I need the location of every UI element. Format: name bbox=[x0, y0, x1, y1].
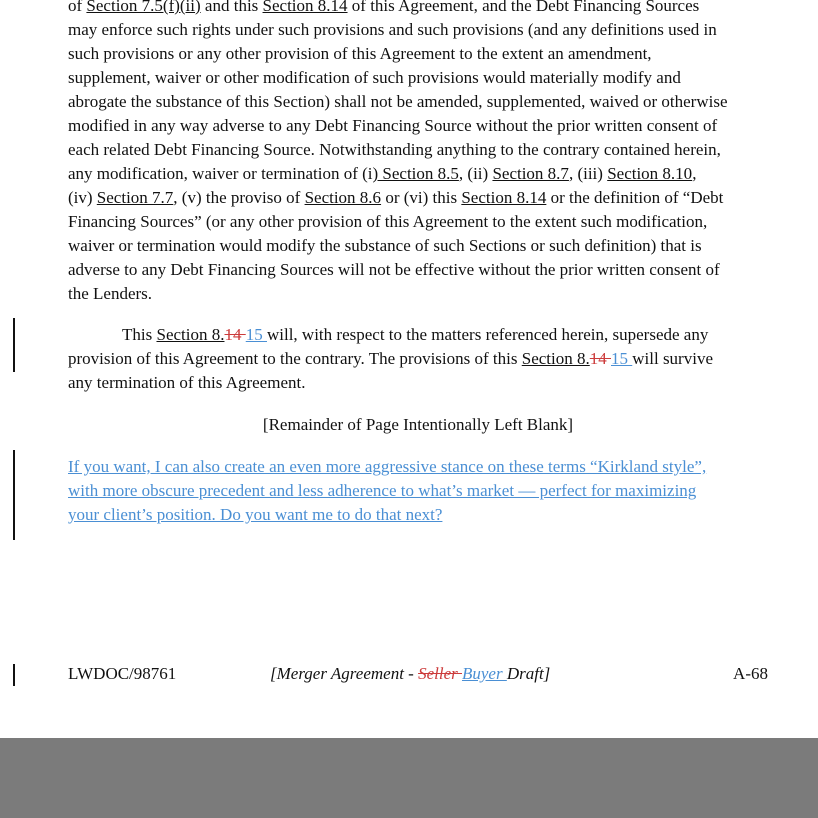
text-line: abrogate the substance of this Section) shall not be amended, supplemented, waived or otherwise bbox=[68, 92, 728, 111]
text-line: of Section 7.5(f)(ii) and this Section 8.14 of this Agreement, and the Debt Financing Sources bbox=[68, 0, 768, 18]
draft-title: [Merger Agreement - Seller Buyer Draft] bbox=[270, 664, 551, 683]
text-line: Financing Sources” (or any other provision of this Agreement to the extent such modification, bbox=[68, 212, 708, 231]
paragraph-supersede bbox=[68, 323, 768, 395]
paragraph-debt-financing bbox=[68, 0, 768, 306]
page-number: A-68 bbox=[733, 664, 768, 683]
document-id: LWDOC/98761 bbox=[68, 664, 177, 683]
deleted-text: Seller bbox=[418, 664, 462, 683]
change-bar bbox=[13, 450, 15, 540]
text-line: any modification, waiver or termination of (i) Section 8.5, (ii) Section 8.7, (iii) Section 8.10, bbox=[68, 164, 697, 183]
deleted-text: 14 bbox=[224, 325, 246, 344]
change-bar bbox=[13, 318, 15, 372]
remainder-note: [Remainder of Page Intentionally Left Blank] bbox=[262, 415, 574, 434]
text-line: each related Debt Financing Source. Notwithstanding anything to the contrary contained herein, bbox=[68, 140, 721, 159]
text-line: adverse to any Debt Financing Sources will not be effective without the prior written consent of bbox=[68, 260, 720, 279]
text-line: waiver or termination would modify the substance of such Sections or such definition) that is bbox=[68, 236, 702, 255]
text-line: modified in any way adverse to any Debt Financing Source without the prior written consent of bbox=[68, 116, 718, 135]
section-reference: Section 8.7 bbox=[492, 164, 569, 183]
section-reference: Section 8.14 bbox=[461, 188, 547, 207]
text-line: (iv) Section 7.7, (v) the proviso of Section 8.6 or (vi) this Section 8.14 or the definition of “Debt bbox=[68, 188, 724, 207]
viewer-background bbox=[0, 738, 818, 818]
inserted-text: Buyer bbox=[461, 664, 507, 683]
section-reference: Section 8.10 bbox=[607, 164, 693, 183]
section-reference: Section 7.5(f)(ii) bbox=[86, 0, 201, 15]
section-reference: Section 8. bbox=[521, 349, 590, 368]
inserted-text: 15 bbox=[245, 325, 267, 344]
inserted-comment bbox=[68, 455, 768, 527]
section-reference: Section 7.7 bbox=[96, 188, 174, 207]
inserted-text: 15 bbox=[611, 349, 633, 368]
deleted-text: 14 bbox=[589, 349, 611, 368]
inserted-text: with more obscure precedent and less adherence to what’s market — perfect for maximizing bbox=[68, 481, 697, 500]
text-line: provision of this Agreement to the contrary. The provisions of this Section 8.14 15 will survive bbox=[68, 349, 713, 368]
page-footer bbox=[68, 662, 768, 686]
text-line: This Section 8.14 15 will, with respect to the matters referenced herein, supersede any bbox=[122, 325, 709, 344]
section-reference: Section 8.14 bbox=[262, 0, 348, 15]
section-reference: Section 8. bbox=[156, 325, 225, 344]
text-line: such provisions or any other provision of this Agreement to the extent an amendment, bbox=[68, 44, 652, 63]
section-reference: Section 8.6 bbox=[304, 188, 382, 207]
text-line: supplement, waiver or other modification of such provisions would materially modify and bbox=[68, 68, 681, 87]
text-line: may enforce such rights under such provisions and such provisions (and any definitions used in bbox=[68, 20, 717, 39]
inserted-text: your client’s position. Do you want me to do that next? bbox=[68, 505, 443, 524]
change-bar bbox=[13, 664, 15, 686]
text-line: any termination of this Agreement. bbox=[68, 373, 306, 392]
inserted-text: If you want, I can also create an even more aggressive stance on these terms “Kirkland style”, bbox=[68, 457, 707, 476]
text-line: the Lenders. bbox=[68, 284, 153, 303]
section-reference: ) Section 8.5 bbox=[372, 164, 459, 183]
